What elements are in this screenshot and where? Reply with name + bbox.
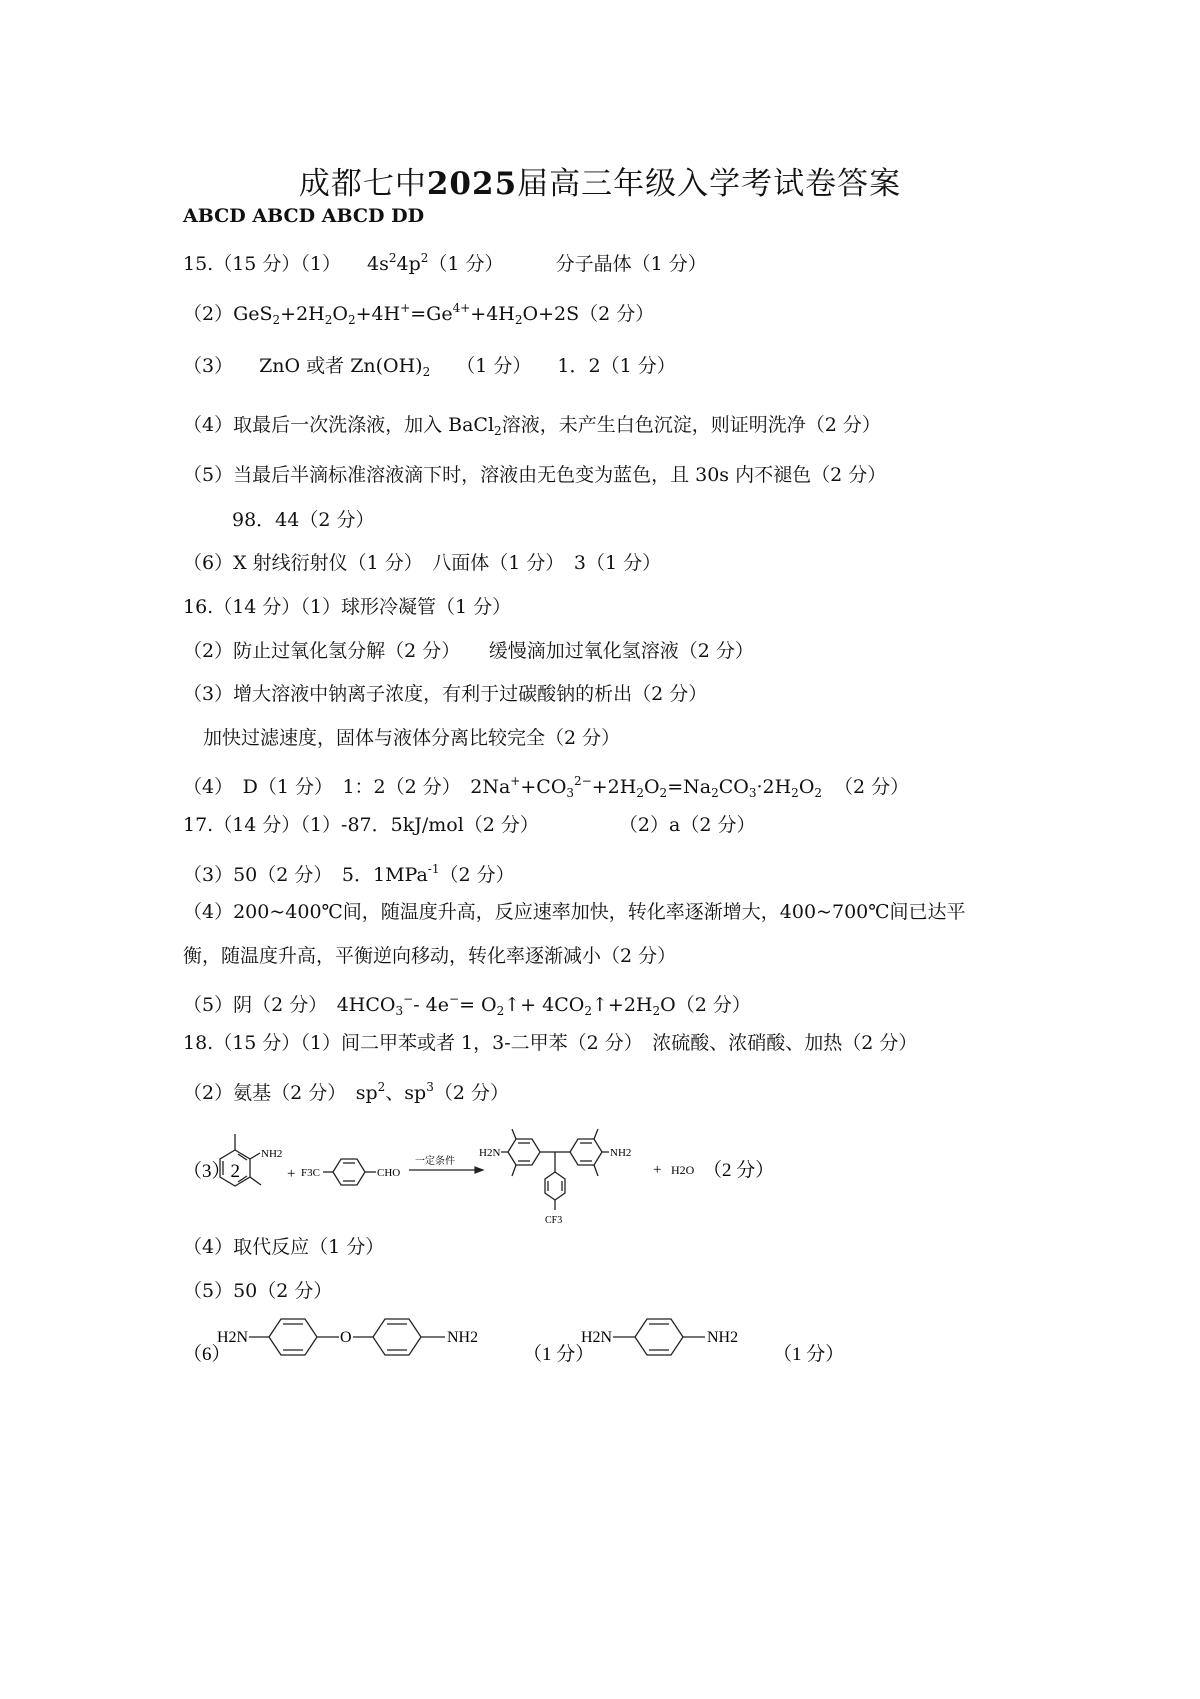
nh2-label-2: NH2 [707,1329,739,1346]
q18-part6-label: （6） [183,1344,231,1365]
nh2-label: NH2 [447,1329,479,1346]
t: O+2S（2 分） [522,303,655,325]
t: 2 [388,251,397,265]
t: 溶液，未产生白色沉淀，则证明洗净（2 分） [501,414,881,436]
t: （2）氨基（2 分） sp [183,1082,378,1104]
t: = O [459,994,497,1016]
t: O [643,776,660,798]
t: 2 [347,313,356,327]
t: 4p [396,253,421,275]
t: O（2 分） [660,994,751,1016]
t: 2 [377,1080,386,1094]
q18-part2 [183,1075,509,1105]
t: 2 [494,424,502,438]
t: +2H [591,776,637,798]
q15-part3 [183,354,676,384]
q18-part4: （4）取代反应（1 分） [183,1236,385,1258]
h2o-label: H2O [671,1163,695,1177]
t: =Ge [410,303,453,325]
q15-part5-result: 98．44（2 分） [232,509,375,531]
t: 2 [652,1004,661,1018]
t: + [400,301,411,315]
q15-head: 15.（15 分）（1） [183,253,342,275]
t: ↑+2H [591,994,653,1016]
t: 2 [496,1004,505,1018]
title-text-2: 届高三年级入学考试卷答案 [517,166,902,202]
t: 2 [514,313,523,327]
t: 2 [420,251,429,265]
t: - 4e [413,994,449,1016]
t: （2 分） [439,864,515,886]
product-structure [501,1129,609,1210]
t: 2 [272,313,281,327]
t: 2 [584,1004,592,1018]
q18-part5: （5）50（2 分） [183,1280,333,1302]
q15-part2 [183,296,654,332]
plus-sign-2: + [653,1162,662,1178]
q17-part2: （2）a（2 分） [618,814,756,836]
cf3-benzaldehyde-structure [323,1159,376,1185]
t: 17.（14 分）（1）-87．5kJ/mol（2 分） [183,814,539,836]
t: ZnO 或者 Zn(OH) [259,355,423,377]
t: （2）GeS [183,303,273,325]
cho-label: CHO [377,1167,401,1179]
q18-part3-label: （3）2 [183,1161,241,1182]
nh2-label: NH2 [261,1148,283,1160]
t: 2− [574,774,592,788]
h2n-label: H2N [479,1147,501,1159]
t: +2H [280,303,325,325]
nh2-label-2: NH2 [610,1147,632,1159]
q16-part2: （2）防止过氧化氢分解（2 分） 缓慢滴加过氧化氢溶液（2 分） [183,640,754,662]
t: +4H [355,303,401,325]
h2n-label-2: H2N [581,1329,613,1346]
q16-part4 [183,769,909,805]
h2n-label: H2N [217,1329,249,1346]
t: + [510,774,521,788]
t: 3 [566,786,575,800]
t: -1 [427,862,440,876]
t: （4） D（1 分） 1：2（2 分） 2Na [183,776,511,798]
t: − [403,992,414,1006]
t: 2 [324,313,333,327]
t: +CO [520,776,567,798]
q17-part4: （4）200~400℃间，随温度升高，反应速率加快，转化率逐渐增大，400~700℃间已达平 [183,901,966,923]
plus-sign: + [287,1166,296,1182]
t: （4）取最后一次洗涤液，加入 BaCl [183,414,495,436]
t: （1 分） [428,253,504,275]
q17-part5 [183,987,751,1023]
t: 3 [426,1080,434,1094]
reaction-arrow [409,1167,483,1173]
q16-part3: （3）增大溶液中钠离子浓度，有利于过碳酸钠的析出（2 分） [183,683,708,705]
t: 4+ [452,301,471,315]
reaction-condition: 一定条件 [415,1156,455,1167]
q15-part1 [183,246,707,276]
t: 1．2（1 分） [557,355,676,377]
cf3-label: CF3 [545,1215,563,1226]
t: =Na [667,776,712,798]
q18-part1: 18.（15 分）（1）间二甲苯或者 1，3-二甲苯（2 分） 浓硫酸、浓硝酸、加热（2 分） [183,1032,918,1054]
t: 、sp [385,1082,427,1104]
q18-reaction-scheme [183,1110,943,1240]
q15-part5: （5）当最后半滴标准溶液滴下时，溶液由无色变为蓝色，且 30s 内不褪色（2 分） [183,464,887,486]
q15-part6: （6）X 射线衍射仪（1 分） 八面体（1 分） 3（1 分） [183,552,662,574]
t: 2 [422,365,431,379]
t: 3 [748,786,757,800]
title-text: 成都七中 [298,166,427,202]
t: 4s [367,253,389,275]
t: 2 [636,786,644,800]
q18-part6-structures [183,1315,883,1375]
q18-part6-score-2: （1 分） [773,1344,845,1365]
t: 2 [814,786,823,800]
t: 2 [659,786,668,800]
f3c-label: F3C [301,1167,320,1179]
t: （2 分） [433,1082,509,1104]
q17-part1 [183,813,755,837]
page-title [0,158,1200,203]
t: 2 [791,786,799,800]
t: （2 分） [834,776,910,798]
t: − [449,992,460,1006]
t: O [798,776,815,798]
t: ↑+ 4CO [504,994,585,1016]
t: 3 [395,1004,404,1018]
t: 2 [711,786,719,800]
q17-part4-cont: 衡，随温度升高，平衡逆向移动，转化率逐渐减小（2 分） [183,945,677,967]
q18-part3-score: （2 分） [703,1160,775,1181]
q16-part3-cont: 加快过滤速度，固体与液体分离比较完全（2 分） [203,727,621,749]
t: ·2H [756,776,792,798]
t: 分子晶体（1 分） [555,253,707,275]
q18-part6-score-1: （1 分） [523,1344,595,1365]
q15-part4 [183,413,881,443]
t: （3） [183,355,234,377]
title-year: 2025 [426,166,518,202]
q16-part1: 16.（14 分）（1）球形冷凝管（1 分） [183,596,512,618]
t: （3）50（2 分） 5．1MPa [183,864,428,886]
phenylenediamine-structure [613,1319,705,1355]
t: O [332,303,348,325]
t: （5）阴（2 分） 4HCO [183,994,396,1016]
t: CO [718,776,749,798]
multiple-choice-answers: ABCD ABCD ABCD DD [183,205,425,227]
t: （1 分） [456,355,532,377]
oxygen-label: O [340,1329,352,1346]
t: +4H [470,303,515,325]
q17-part3 [183,857,515,887]
